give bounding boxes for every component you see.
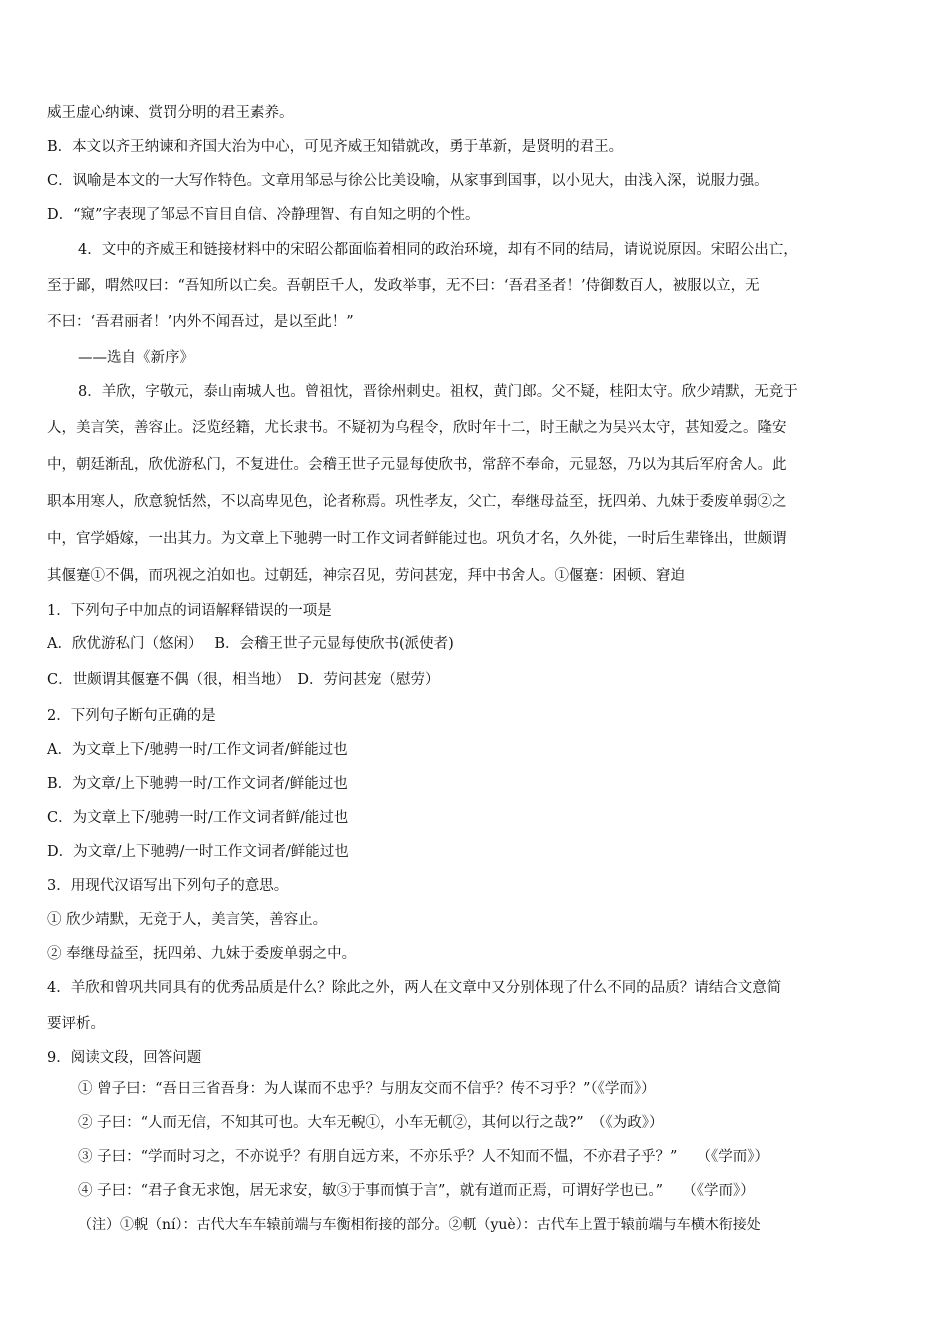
sub-question-2-option-d: D．为文章/上下驰骋/一时工作文词者/鲜能过也 — [47, 844, 349, 860]
sub-question-2-option-a: A．为文章上下/驰骋一时/工作文词者/鲜能过也 — [47, 742, 348, 758]
sub-question-1: 1．下列句子中加点的词语解释错误的一项是 — [47, 603, 332, 619]
question-9: 9．阅读文段，回答问题 — [47, 1050, 202, 1066]
sub-question-2: 2．下列句子断句正确的是 — [47, 708, 216, 724]
sub-question-3-item-1: ① 欣少靖默，无竞于人，美言笑，善容止。 — [47, 912, 328, 928]
passage-line: 职本用寒人，欣意貌恬然，不以高卑见色，论者称焉。巩性孝友，父亡，奉继母益至，抚四弟、九妹于委废单弱②之 — [47, 494, 787, 510]
sub-question-1-options-ab: A．欣优游私门（悠闲） B．会稽王世子元显每使欣书(派使者) — [47, 636, 454, 652]
sub-question-1-options-cd: C．世颇谓其偃蹇不偶（很，相当地） D．劳问甚宠（慰劳） — [47, 672, 440, 688]
option-d-line: D．“窥”字表现了邹忌不盲目自信、冷静理智、有自知之明的个性。 — [47, 207, 480, 223]
passage-line: 人，美言笑，善容止。泛览经籍，尤长隶书。不疑初为乌程令，欣时年十二，时王献之为吴兴太守，甚知爱之。隆安 — [47, 420, 787, 436]
passage-line: 中，朝廷渐乱，欣优游私门，不复进仕。会稽王世子元显每使欣书，常辞不奉命，元显怒，乃以为其后军府舍人。此 — [47, 457, 787, 473]
quote-item-2: ② 子曰：“人而无信，不知其可也。大车无輗①，小车无軏②，其何以行之哉?” （《为政》） — [78, 1115, 664, 1131]
quote-item-3: ③ 子曰：“学而时习之，不亦说乎？有朋自远方来，不亦乐乎？人不知而不愠，不亦君子乎？” （《学而》） — [78, 1149, 770, 1165]
sub-question-4-line: 要评析。 — [47, 1016, 105, 1032]
passage-line: 其偃蹇①不偶，而巩视之泊如也。过朝廷，神宗召见，劳问甚宠，拜中书舍人。①偃蹇：困顿、窘迫 — [47, 568, 685, 584]
annotation-note: （注）①輗（ní）：古代大车车辕前端与车衡相衔接的部分。②軏（yuè）：古代车上置于辕前端与车横木衔接处 — [78, 1217, 761, 1233]
question-4-line: 4．文中的齐威王和链接材料中的宋昭公都面临着相同的政治环境，却有不同的结局，请说说原因。宋昭公出亡， — [78, 242, 798, 258]
sub-question-3: 3．用现代汉语写出下列句子的意思。 — [47, 878, 289, 894]
option-c-line: C．讽喻是本文的一大写作特色。文章用邹忌与徐公比美设喻，从家事到国事，以小见大，由浅入深，说服力强。 — [47, 173, 769, 189]
sub-question-2-option-b: B．为文章/上下驰骋一时/工作文词者/鲜能过也 — [47, 776, 348, 792]
passage-line: 中，官学婚嫁，一出其力。为文章上下驰骋一时工作文词者鲜能过也。巩负才名，久外徙，一时后生辈锋出，世颇谓 — [47, 531, 787, 547]
passage-line: 至于鄙，喟然叹曰：“吾知所以亡矣。吾朝臣千人，发政举事，无不曰：‘吾君圣者！’侍御数百人，被服以立，无 — [47, 278, 760, 294]
sub-question-3-item-2: ② 奉继母益至，抚四弟、九妹于委废单弱之中。 — [47, 946, 357, 962]
sub-question-4-line: 4．羊欣和曾巩共同具有的优秀品质是什么？除此之外，两人在文章中又分别体现了什么不同的品质？请结合文意简 — [47, 980, 782, 996]
sub-question-2-option-c: C．为文章上下/驰骋一时/工作文词者鲜/能过也 — [47, 810, 349, 826]
quote-item-1: ① 曾子曰：“吾日三省吾身：为人谋而不忠乎？与朋友交而不信乎？传不习乎？”（《学而》） — [78, 1081, 656, 1097]
text-line: 威王虚心纳谏、赏罚分明的君王素养。 — [47, 105, 294, 121]
option-b-line: B．本文以齐王纳谏和齐国大治为中心，可见齐威王知错就改，勇于革新，是贤明的君王。 — [47, 139, 624, 155]
source-citation: ——选自《新序》 — [78, 350, 194, 366]
quote-item-4: ④ 子曰：“君子食无求饱，居无求安，敏③于事而慎于言”，就有道而正焉，可谓好学也已。” （《学而》） — [78, 1183, 755, 1199]
question-8-line: 8．羊欣，字敬元，泰山南城人也。曾祖忱，晋徐州刺史。祖权，黄门郎。父不疑，桂阳太守。欣少靖默，无竞于 — [78, 384, 798, 400]
passage-line: 不曰：‘吾君丽者！’内外不闻吾过，是以至此！” — [47, 314, 354, 330]
